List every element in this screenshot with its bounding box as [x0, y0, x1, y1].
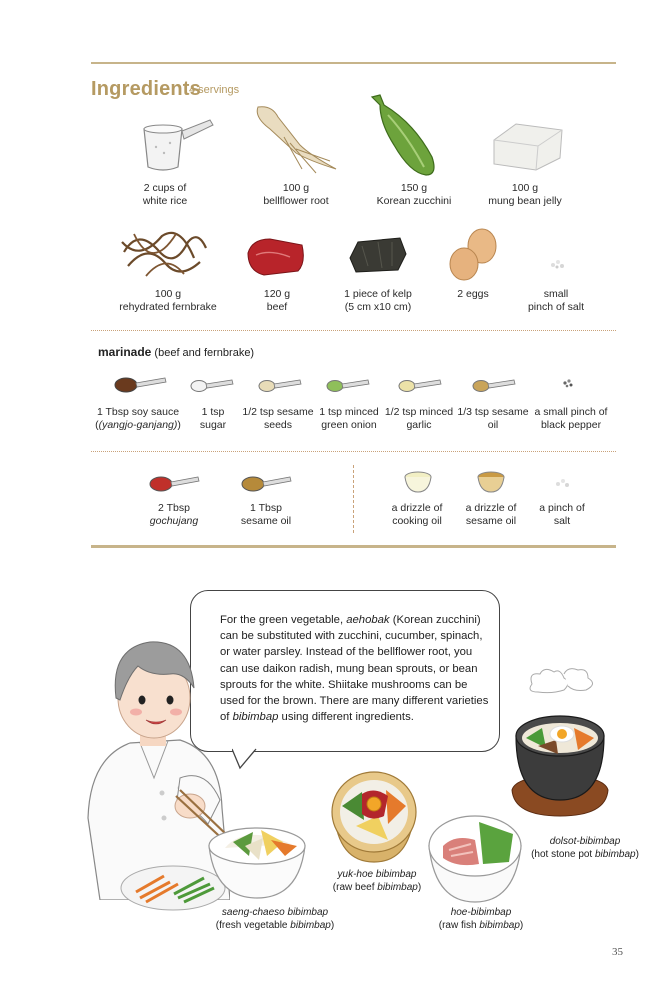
saeng-chaeso-bowl-icon	[205, 812, 309, 902]
marinade-heading: marinade (beef and fernbrake)	[98, 345, 255, 359]
sauce-gochujang: 2 Tbsp gochujang	[149, 502, 199, 527]
caption-saeng-chaeso: saeng-chaeso bibimbap (fresh vegetable bibimbap)	[215, 907, 335, 931]
section-title: Ingredients	[91, 78, 201, 100]
servings-label: 4 servings	[189, 84, 240, 96]
beef-icon	[246, 235, 306, 279]
ingredient-bellflower: 100 g bellflower root	[263, 182, 329, 207]
fernbrake-icon	[118, 222, 210, 282]
eggs-icon	[446, 226, 502, 282]
sesame-oil-bowl-icon	[476, 470, 506, 494]
marinade-black-pepper: a small pinch of black pepper	[534, 406, 608, 431]
speech-bubble-tail	[232, 748, 262, 770]
vertical-divider	[353, 465, 354, 533]
black-pepper-icon	[560, 376, 576, 390]
page-number: 35	[612, 946, 623, 958]
bellflower-root-icon	[250, 103, 342, 175]
marinade-green-onion: 1 tsp minced green onion	[319, 406, 379, 431]
marinade-sesame-seeds: 1/2 tsp sesame seeds	[242, 406, 314, 431]
sauce-sesame-oil: 1 Tbsp sesame oil	[240, 502, 292, 527]
zucchini-icon	[368, 93, 444, 179]
caption-dolsot: dolsot-bibimbap (hot stone pot bibimbap)	[531, 836, 639, 860]
marinade-garlic: 1/2 tsp minced garlic	[384, 406, 454, 431]
hoe-bibimbap-bowl-icon	[425, 806, 525, 904]
caption-hoe: hoe-bibimbap (raw fish bibimbap)	[438, 907, 524, 931]
ingredient-kelp: 1 piece of kelp (5 cm x10 cm)	[344, 288, 412, 313]
ingredient-eggs: 2 eggs	[457, 288, 489, 300]
mung-bean-jelly-icon	[492, 122, 564, 172]
cooking-oil-bowl-icon	[403, 470, 433, 494]
salt-pinch-icon	[548, 257, 568, 271]
dolsot-bowl-icon	[508, 666, 612, 818]
ingredient-beef: 120 g beef	[263, 288, 291, 313]
garlic-spoon-icon	[398, 376, 442, 394]
measuring-cup-rice-icon	[138, 117, 218, 175]
marinade-sugar: 1 tsp sugar	[199, 406, 227, 431]
marinade-soy-sauce: 1 Tbsp soy sauce ((yangjo-ganjang))	[95, 406, 181, 431]
top-rule	[91, 62, 616, 64]
sesame-oil-spoon-icon	[472, 376, 516, 394]
ingredient-salt: small pinch of salt	[527, 288, 585, 313]
ingredient-zucchini: 150 g Korean zucchini	[376, 182, 452, 207]
soy-sauce-spoon-icon	[113, 374, 167, 394]
cooking-oil: a drizzle of cooking oil	[391, 502, 443, 527]
marinade-sesame-oil: 1/3 tsp sesame oil	[457, 406, 529, 431]
kelp-icon	[348, 236, 408, 274]
bottom-rule	[91, 545, 616, 548]
caption-yuk-hoe: yuk-hoe bibimbap (raw beef bibimbap)	[332, 869, 422, 893]
salt-icon	[553, 476, 573, 490]
cooking-salt: a pinch of salt	[539, 502, 585, 527]
cooking-sesame-oil: a drizzle of sesame oil	[465, 502, 517, 527]
yuk-hoe-bowl-icon	[328, 766, 420, 866]
gochujang-spoon-icon	[148, 472, 200, 494]
sesame-oil-tbsp-icon	[240, 472, 292, 494]
divider-2	[91, 451, 616, 452]
sesame-seeds-spoon-icon	[258, 376, 302, 394]
green-onion-spoon-icon	[326, 376, 370, 394]
ingredient-fernbrake: 100 g rehydrated fernbrake	[119, 288, 217, 313]
ingredient-mung-bean-jelly: 100 g mung bean jelly	[488, 182, 562, 207]
divider-1	[91, 330, 616, 331]
tip-text: For the green vegetable, aehobak (Korean zucchini) can be substituted with zucchini, cucumber, spinach, or water parsley. Instead of the bellflower root, you can use daikon radish, mung bean sprouts, or bean sprouts for the white. Shiitake mushrooms can be used for the brown. There are many different varieties of bibimbap using different ingredients.	[220, 614, 489, 724]
ingredient-rice: 2 cups of white rice	[142, 182, 188, 207]
sugar-spoon-icon	[190, 376, 234, 394]
